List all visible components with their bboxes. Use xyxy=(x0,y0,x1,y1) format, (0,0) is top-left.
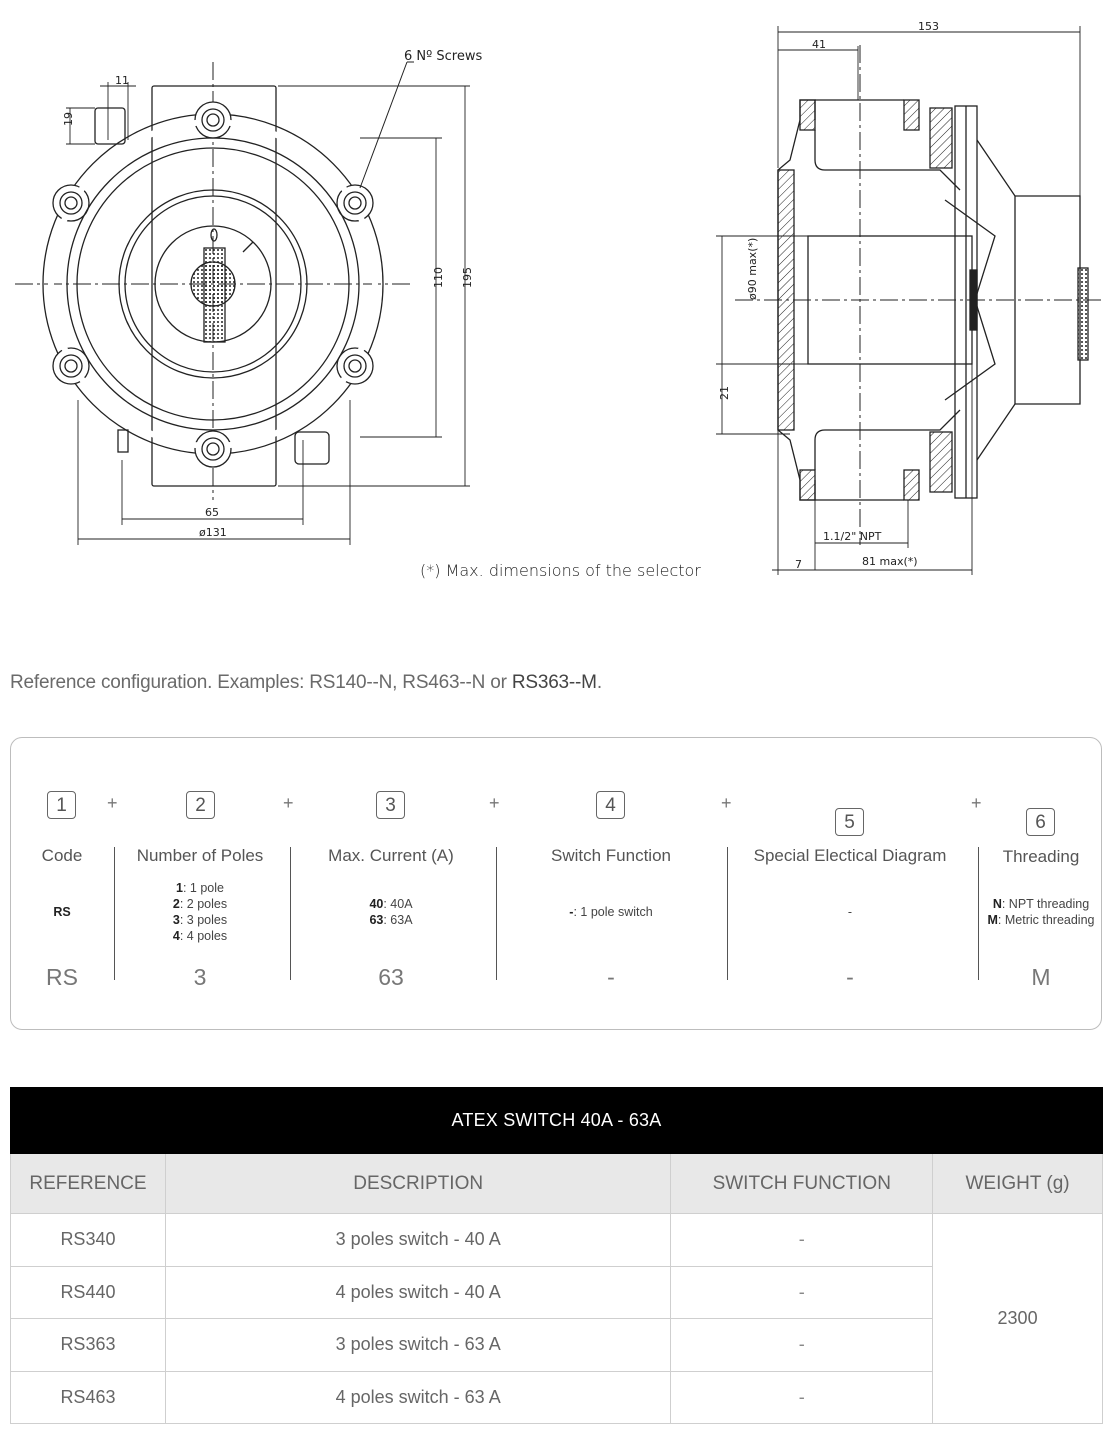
cell-switch-function: - xyxy=(671,1319,933,1372)
config-options-current: 40: 40A 63: 63A xyxy=(369,897,413,927)
svg-text:ø131: ø131 xyxy=(199,526,227,539)
config-options-code: RS xyxy=(53,905,71,919)
config-example-function: - xyxy=(607,964,615,990)
table-row xyxy=(11,1214,1103,1267)
header-reference: REFERENCE xyxy=(11,1154,166,1214)
front-view xyxy=(15,62,470,545)
header-switch-function: SWITCH FUNCTION xyxy=(671,1154,933,1214)
svg-text:65: 65 xyxy=(205,506,219,519)
plus-sign: + xyxy=(489,793,500,813)
plus-sign: + xyxy=(971,793,982,813)
cell-description: 3 poles switch - 63 A xyxy=(165,1319,670,1372)
cell-reference: RS363 xyxy=(11,1319,166,1372)
config-title-function: Switch Function xyxy=(551,846,671,865)
svg-text:6 Nº Screws: 6 Nº Screws xyxy=(404,49,483,64)
reference-configuration-text: Reference configuration. Examples: RS140--N, RS463--N or RS363--M. xyxy=(10,672,602,693)
svg-text:21: 21 xyxy=(718,386,731,400)
config-title-code: Code xyxy=(41,846,83,865)
svg-text:1.1/2" NPT: 1.1/2" NPT xyxy=(823,530,882,543)
svg-text:ø90 max(*): ø90 max(*) xyxy=(746,237,759,300)
table-title-row xyxy=(11,1088,1103,1154)
header-weight: WEIGHT (g) xyxy=(933,1154,1103,1214)
side-view xyxy=(716,26,1105,575)
cell-switch-function: - xyxy=(671,1371,933,1424)
svg-text:153: 153 xyxy=(918,20,939,33)
config-number-1: 1 xyxy=(47,791,76,819)
cell-description: 4 poles switch - 63 A xyxy=(165,1371,670,1424)
cell-weight: 2300 xyxy=(933,1214,1103,1424)
config-options-diagram: - xyxy=(847,905,853,919)
plus-sign: + xyxy=(721,793,732,813)
config-divider xyxy=(114,847,115,980)
plus-sign: + xyxy=(107,793,118,813)
config-options-threading: N: NPT threading M: Metric threading xyxy=(987,897,1095,927)
svg-text:195: 195 xyxy=(461,267,474,288)
config-title-threading: Threading xyxy=(1002,847,1080,866)
config-number-4: 4 xyxy=(596,791,625,819)
config-number-6: 6 xyxy=(1026,808,1055,836)
config-example-threading: M xyxy=(1031,964,1051,990)
cell-description: 3 poles switch - 40 A xyxy=(165,1214,670,1267)
config-number-3: 3 xyxy=(376,791,405,819)
config-example-poles: 3 xyxy=(193,964,207,990)
technical-drawing xyxy=(0,0,1120,600)
config-options-function: -: 1 pole switch xyxy=(569,905,653,919)
cell-switch-function: - xyxy=(671,1266,933,1319)
reference-example-bold: RS363--M xyxy=(511,672,597,693)
config-divider xyxy=(727,847,728,980)
svg-text:81 max(*): 81 max(*) xyxy=(862,555,918,568)
config-title-current: Max. Current (A) xyxy=(328,846,454,865)
config-example-code: RS xyxy=(46,964,78,990)
config-number-5: 5 xyxy=(835,808,864,836)
config-divider xyxy=(978,847,979,980)
table-header-row xyxy=(11,1154,1103,1214)
plus-sign: + xyxy=(283,793,294,813)
config-divider xyxy=(290,847,291,980)
svg-text:7: 7 xyxy=(795,558,802,571)
header-description: DESCRIPTION xyxy=(165,1154,670,1214)
cell-switch-function: - xyxy=(671,1214,933,1267)
config-divider xyxy=(496,847,497,980)
selector-note: (*) Max. dimensions of the selector xyxy=(420,561,701,580)
spec-table xyxy=(10,1087,1103,1424)
config-number-2: 2 xyxy=(186,791,215,819)
config-title-diagram: Special Electical Diagram xyxy=(753,846,947,865)
config-title-poles: Number of Poles xyxy=(136,846,264,865)
svg-text:41: 41 xyxy=(812,38,826,51)
cell-reference: RS463 xyxy=(11,1371,166,1424)
cell-reference: RS440 xyxy=(11,1266,166,1319)
config-example-diagram: - xyxy=(846,964,854,990)
svg-text:110: 110 xyxy=(432,267,445,288)
config-example-current: 63 xyxy=(378,964,404,990)
cell-reference: RS340 xyxy=(11,1214,166,1267)
cell-description: 4 poles switch - 40 A xyxy=(165,1266,670,1319)
table-title: ATEX SWITCH 40A - 63A xyxy=(11,1088,1103,1154)
config-options-poles: 1: 1 pole 2: 2 poles 3: 3 poles 4: 4 poles xyxy=(172,881,228,943)
svg-text:11: 11 xyxy=(115,74,129,87)
svg-text:19: 19 xyxy=(62,112,75,126)
